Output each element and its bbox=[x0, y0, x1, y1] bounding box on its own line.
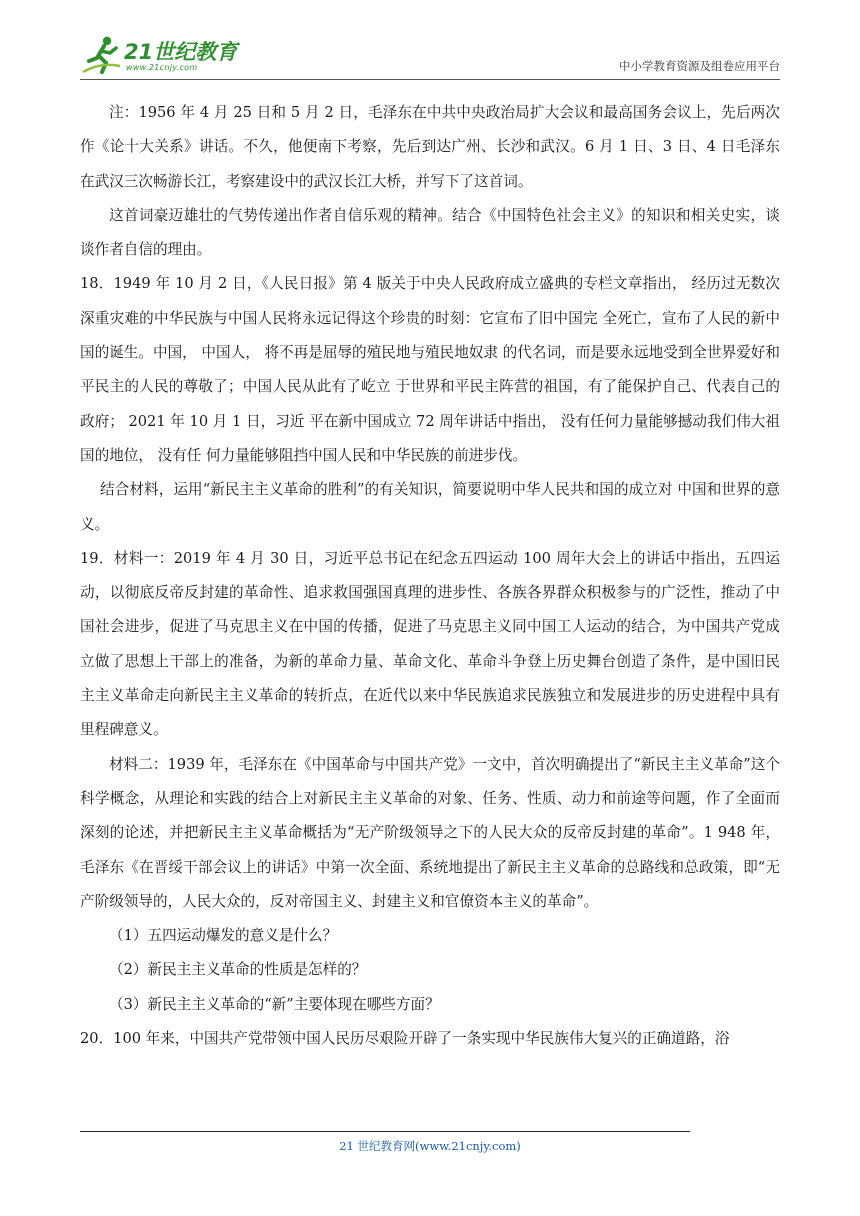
logo-url: www.21cnjy.com bbox=[126, 63, 198, 72]
question-19-sub-2: （2）新民主主义革命的性质是怎样的？ bbox=[109, 961, 367, 979]
footer-divider bbox=[80, 1131, 690, 1132]
question-19-sub-1: （1）五四运动爆发的意义是什么？ bbox=[109, 927, 338, 945]
question-19-sub-3: （3）新民主主义革命的“新”主要体现在哪些方面？ bbox=[109, 995, 440, 1013]
page-header bbox=[80, 26, 780, 80]
site-logo[interactable] bbox=[80, 32, 255, 80]
question-20-text: 20．100 年来，中国共产党带领中国人民历尽艰险开辟了一条实现中华民族伟大复兴的正确道路，浴 bbox=[80, 1030, 730, 1048]
header-divider bbox=[80, 79, 780, 80]
question-19-material-2: 材料二：1939 年，毛泽东在《中国革命与中国共产党》一文中，首次明确提出了“新民主主义革命”这个科学概念，从理论和实践的结合上对新民主主义革命的对象、任务、性质、动力和前途等问题，作了全面而深刻的论述，并把新民主主义革命概括为“无产阶级领导之下的人民大众的反帝反封建的革命”。1 948 年，毛泽东《在晋绥干部会议上的讲话》中第一次全面、系统地提出了新民主主义革命的总路线和总政策，即“无产阶级领导的，人民大众的，反对帝国主义、封建主义和官僚资本主义的革命”。 bbox=[80, 755, 780, 910]
question-18-text: 18．1949 年 10 月 2 日，《人民日报》第 4 版关于中央人民政府成立盛典的专栏文章指出， 经历过无数次深重灾难的中华民族与中国人民将永远记得这个珍贵的时刻：它宣布了旧中国完 全死亡，宣布了人民的新中国的诞生。中国， 中国人， 将不再是屈辱的殖民地与殖民地奴隶 的代名词，而是要永远地受到全世界爱好和平民主的人民的尊敬了；中国人民从此有了屹立 于世界和平民主阵营的祖国，有了能保护自己、代表自己的政府； 2021 年 10 月 1 日，习近 平在新中国成立 72 周年讲话中指出， 没有任何力量能够撼动我们伟大祖国的地位， 没有任 何力量能够阻挡中国人民和中华民族的前进步伐。 bbox=[80, 275, 780, 464]
page-footer[interactable]: 21 世纪教育网(www.21cnjy.com) bbox=[339, 1139, 521, 1153]
poem-note: 注：1956 年 4 月 25 日和 5 月 2 日，毛泽东在中共中央政治局扩大会议和最高国务会议上，先后两次作《论十大关系》讲话。不久，他便南下考察，先后到达广州、长沙和武汉。6 月 1 日、3 日、4 日毛泽东在武汉三次畅游长江，考察建设中的武汉长江大桥，并写下了这首词。 bbox=[80, 104, 780, 190]
question-17-prompt: 这首词豪迈雄壮的气势传递出作者自信乐观的精神。结合《中国特色社会主义》的知识和相关史实，谈谈作者自信的理由。 bbox=[80, 206, 780, 259]
question-18-prompt: 结合材料，运用“新民主主义革命的胜利”的有关知识，简要说明中华人民共和国的成立对 中国和世界的意义。 bbox=[80, 481, 780, 533]
question-19-material-1: 19．材料一：2019 年 4 月 30 日，习近平总书记在纪念五四运动 100 周年大会上的讲话中指出，五四运动，以彻底反帝反封建的革命性、追求救国强国真理的进步性、各族各界群众积极参与的广泛性，推动了中国社会进步，促进了马克思主义在中国的传播，促进了马克思主义同中国工人运动的结合，为中国共产党成立做了思想上干部上的准备，为新的革命力量、革命文化、革命斗争登上历史舞台创造了条件，是中国旧民主主义革命走向新民主主义革命的转折点，在近代以来中华民族追求民族独立和发展进步的历史进程中具有里程碑意义。 bbox=[80, 549, 780, 739]
document-body bbox=[80, 96, 780, 1056]
runner-icon bbox=[80, 32, 124, 76]
logo-text: 21世纪教育 bbox=[124, 40, 238, 64]
platform-name: 中小学教育资源及组卷应用平台 bbox=[619, 59, 780, 73]
